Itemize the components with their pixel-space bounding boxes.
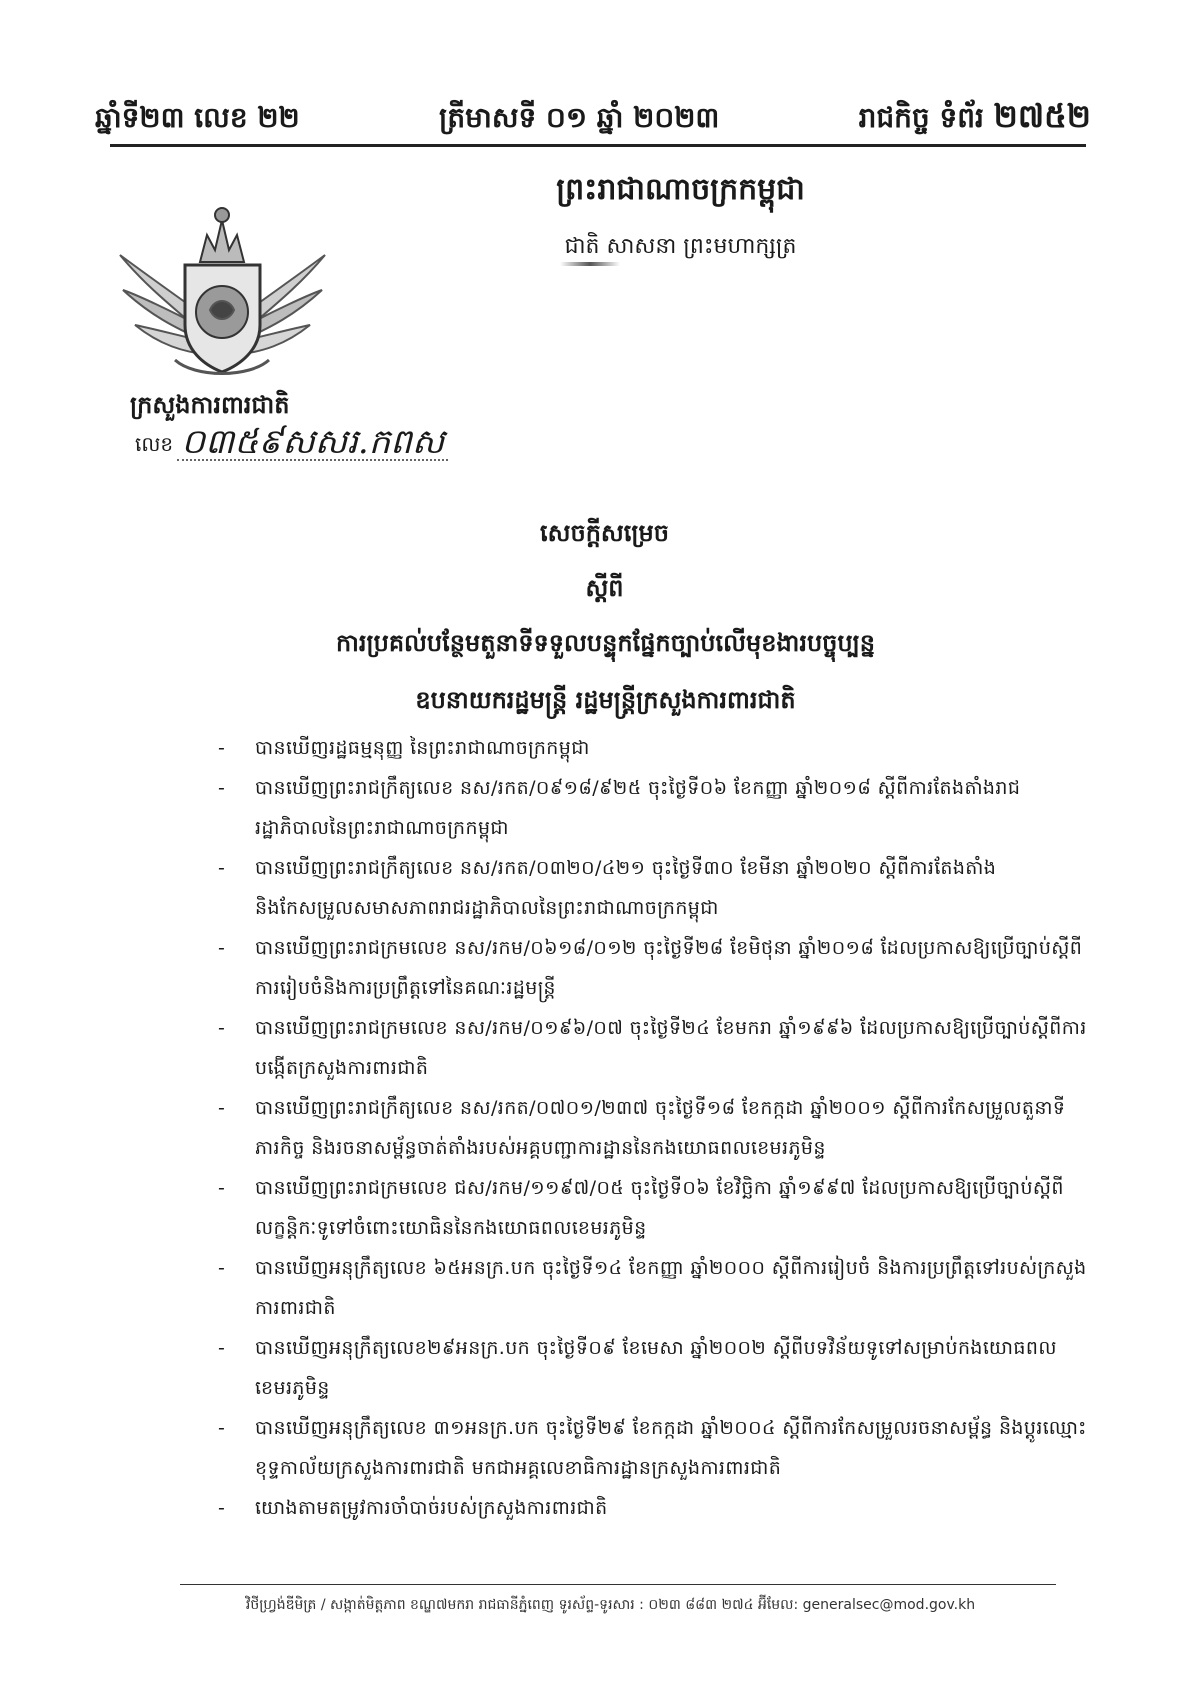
considerations-list [218, 728, 1091, 1528]
kingdom-title: ព្រះរាជាណាចក្រកម្ពុជា [556, 172, 805, 207]
list-item [218, 1328, 1091, 1408]
footer-contact: វិថីហ្វ្រង់ឌីមិត្រ / សង្កាត់មិត្តភាព ខណ្ឌ៧មករា រាជធានីភ្នំពេញ ទូរស័ព្ទ-ទូរសារ : ០២៣ ៨៨៣ ២៧៤ អ៊ីមែល: generalsec@mod.gov.kh [245, 1597, 976, 1613]
gazette-header [95, 96, 1091, 143]
gazette-quarter: ត្រីមាសទី ០១ ឆ្នាំ ២០២៣ [439, 101, 720, 134]
gazette-year-issue: ឆ្នាំទី២៣ លេខ ២២ [95, 101, 300, 134]
gazette-page [859, 96, 1091, 143]
list-item-text: បានឃើញព្រះរាជក្រមលេខ នស/រកម/០៦១៨/០១២ ចុះថ្ងៃទី២៨ ខែមិថុនា ឆ្នាំ២០១៨ ដែលប្រកាសឱ្យប្រើច្បាប់ស្ដីពីការរៀបចំនិងការប្រព្រឹត្តទៅនៃគណៈរដ្ឋមន្ត្រី [255, 937, 1083, 999]
header-divider [110, 144, 1086, 147]
kingdom-motto: ជាតិ សាសនា ព្រះមហាក្សត្រ [564, 234, 797, 259]
decision-authority: ឧបនាយករដ្ឋមន្ត្រី រដ្ឋមន្ត្រីក្រសួងការពារជាតិ [415, 686, 796, 714]
list-item [218, 1008, 1091, 1088]
list-item [218, 768, 1091, 848]
footer-divider [180, 1584, 1056, 1585]
list-item-text: បានឃើញអនុក្រឹត្យលេខ២៩អនក្រ.បក ចុះថ្ងៃទី០៩ ខែមេសា ឆ្នាំ២០០២ ស្ដីពីបទវិន័យទូទៅសម្រាប់កងយោធពលខេមរភូមិន្ទ [255, 1337, 1057, 1399]
list-item [218, 1488, 1091, 1528]
gazette-page-number: ២៧៥២ [993, 97, 1091, 135]
ministry-name: ក្រសួងការពារជាតិ [130, 391, 290, 419]
list-bullet: - [218, 1337, 226, 1359]
list-item [218, 1408, 1091, 1488]
list-item [218, 1088, 1091, 1168]
list-bullet: - [218, 737, 226, 759]
list-bullet: - [218, 1177, 226, 1199]
list-item [218, 1248, 1091, 1328]
list-item [218, 848, 1091, 928]
list-bullet: - [218, 1497, 226, 1519]
list-bullet: - [218, 1017, 226, 1039]
document-number-value: ០៣៥៩សសរ.កពស [177, 425, 448, 461]
list-item-text: បានឃើញព្រះរាជក្រឹត្យលេខ នស/រកត/០៣២០/៤២១ ចុះថ្ងៃទី៣០ ខែមីនា ឆ្នាំ២០២០ ស្ដីពីការតែងតាំង និងកែសម្រួលសមាសភាពរាជរដ្ឋាភិបាលនៃព្រះរាជាណាចក្រកម្ពុជា [255, 857, 997, 919]
document-number [135, 422, 448, 462]
decision-about: ស្ដីពី [585, 574, 624, 602]
list-bullet: - [218, 1097, 226, 1119]
list-bullet: - [218, 1417, 226, 1439]
decision-titles [0, 518, 1191, 720]
list-item [218, 928, 1091, 1008]
list-bullet: - [218, 777, 226, 799]
list-item-text: បានឃើញអនុក្រឹត្យលេខ ៣១អនក្រ.បក ចុះថ្ងៃទី២៩ ខែកក្កដា ឆ្នាំ២០០៤ ស្ដីពីការកែសម្រួលរចនាសម្ព័ន្ធ និងប្ដូរឈ្មោះខុទ្ទកាល័យក្រសួងការពារជាតិ មកជាអគ្គលេខាធិការដ្ឋានក្រសួងការពារជាតិ [255, 1417, 1087, 1479]
list-item-text: បានឃើញព្រះរាជក្រមលេខ នស/រកម/០១៩៦/០៧ ចុះថ្ងៃទី២៤ ខែមករា ឆ្នាំ១៩៩៦ ដែលប្រកាសឱ្យប្រើច្បាប់ស្ដីពីការបង្កើតក្រសួងការពារជាតិ [255, 1017, 1087, 1079]
list-bullet: - [218, 1257, 226, 1279]
list-item-text: បានឃើញព្រះរាជក្រឹត្យលេខ នស/រកត/០៧០១/២៣៧ ចុះថ្ងៃទី១៨ ខែកក្កដា ឆ្នាំ២០០១ ស្ដីពីការកែសម្រួលតួនាទី ភារកិច្ច និងរចនាសម្ព័ន្ធចាត់តាំងរបស់អគ្គបញ្ជាការដ្ឋាននៃកងយោធពលខេមរភូមិន្ទ [255, 1097, 1066, 1159]
motto-ornament [560, 262, 620, 266]
list-bullet: - [218, 857, 226, 879]
list-item-text: បានឃើញព្រះរាជក្រឹត្យលេខ នស/រកត/០៩១៨/៩២៥ ចុះថ្ងៃទី០៦ ខែកញ្ញា ឆ្នាំ២០១៨ ស្ដីពីការតែងតាំងរាជរដ្ឋាភិបាលនៃព្រះរាជាណាចក្រកម្ពុជា [255, 777, 1021, 839]
list-item-text: យោងតាមតម្រូវការចាំបាច់របស់ក្រសួងការពារជាតិ [255, 1497, 608, 1519]
gazette-page-label: រាជកិច្ច ទំព័រ [858, 101, 984, 134]
list-item-text: បានឃើញរដ្ឋធម្មនុញ្ញ នៃព្រះរាជាណាចក្រកម្ពុជា [255, 737, 590, 759]
list-item-text: បានឃើញអនុក្រឹត្យលេខ ៦៥អនក្រ.បក ចុះថ្ងៃទី១៤ ខែកញ្ញា ឆ្នាំ២០០០ ស្ដីពីការរៀបចំ និងការប្រព្រឹត្តទៅរបស់ក្រសួងការពារជាតិ [255, 1257, 1087, 1319]
decision-type: សេចក្ដីសម្រេច [539, 519, 670, 547]
list-item [218, 728, 1091, 768]
list-bullet: - [218, 937, 226, 959]
document-number-label: លេខ [135, 432, 174, 456]
ministry-emblem-icon [115, 200, 330, 385]
list-item-text: បានឃើញព្រះរាជក្រមលេខ ជស/រកម/១១៩៧/០៥ ចុះថ្ងៃទី០៦ ខែវិច្ឆិកា ឆ្នាំ១៩៩៧ ដែលប្រកាសឱ្យប្រើច្បាប់ស្ដីពីលក្ខន្តិកៈទូទៅចំពោះយោធិននៃកងយោធពលខេមរភូមិន្ទ [255, 1177, 1064, 1239]
list-item [218, 1168, 1091, 1248]
decision-subject: ការប្រគល់បន្ថែមតួនាទីទទួលបន្ទុកផ្នែកច្បាប់លើមុខងារបច្ចុប្បន្ន [335, 629, 876, 657]
